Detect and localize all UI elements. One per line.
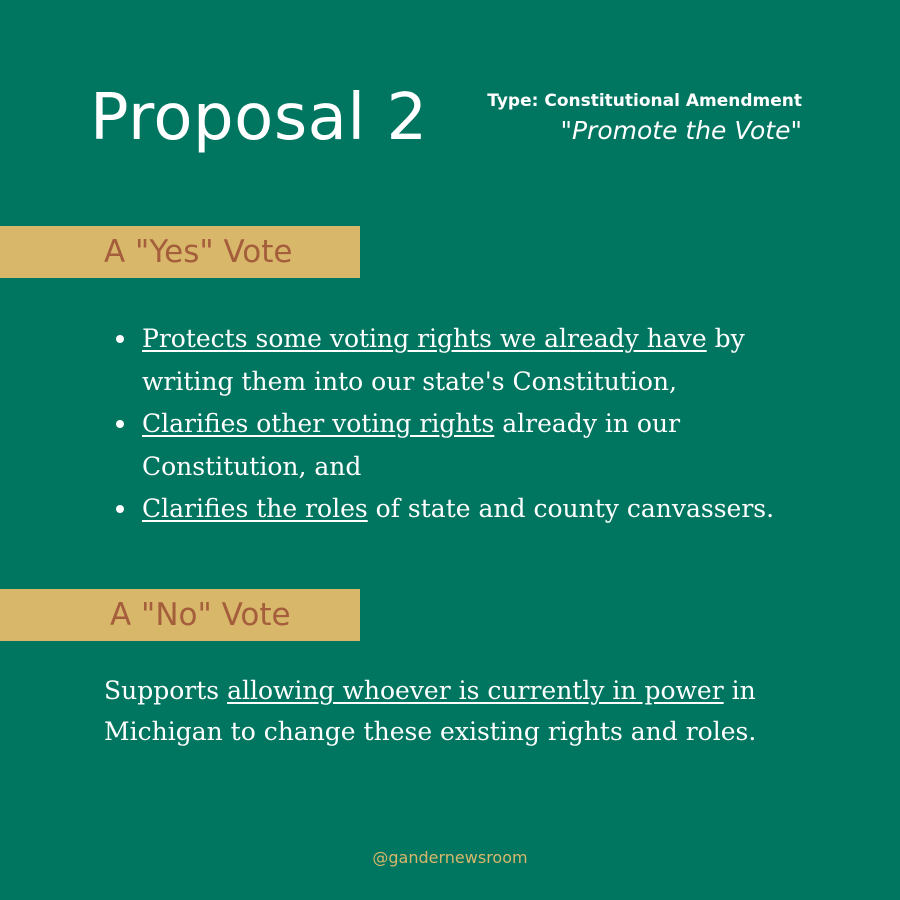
underlined-phrase: Protects some voting rights we already have: [142, 324, 707, 353]
underlined-phrase: Clarifies other voting rights: [142, 409, 495, 438]
no-vote-heading: A "No" Vote: [110, 597, 291, 633]
no-vote-banner: [0, 589, 360, 641]
yes-vote-heading: A "Yes" Vote: [104, 234, 293, 270]
no-vote-text-after: in Michigan to change these existing rights and roles.: [104, 676, 757, 746]
list-item: [116, 403, 816, 488]
no-vote-description: [104, 670, 824, 752]
underlined-phrase: allowing whoever is currently in power: [227, 676, 724, 705]
list-item-text: already in our Constitution, and: [142, 409, 681, 481]
proposal-type: Type: Constitutional Amendment: [487, 91, 802, 111]
yes-vote-list: [116, 318, 816, 531]
list-item: [116, 318, 816, 403]
underlined-phrase: Clarifies the roles: [142, 494, 368, 523]
list-item-text: by writing them into our state's Constitution,: [142, 324, 745, 396]
no-vote-text-before: Supports: [104, 676, 228, 705]
proposal-subtitle: "Promote the Vote": [560, 116, 802, 145]
list-item-text: of state and county canvassers.: [367, 494, 775, 523]
yes-vote-banner: [0, 226, 360, 278]
page-title: Proposal 2: [90, 81, 428, 155]
list-item: [116, 488, 816, 531]
social-handle: @gandernewsroom: [372, 848, 528, 867]
